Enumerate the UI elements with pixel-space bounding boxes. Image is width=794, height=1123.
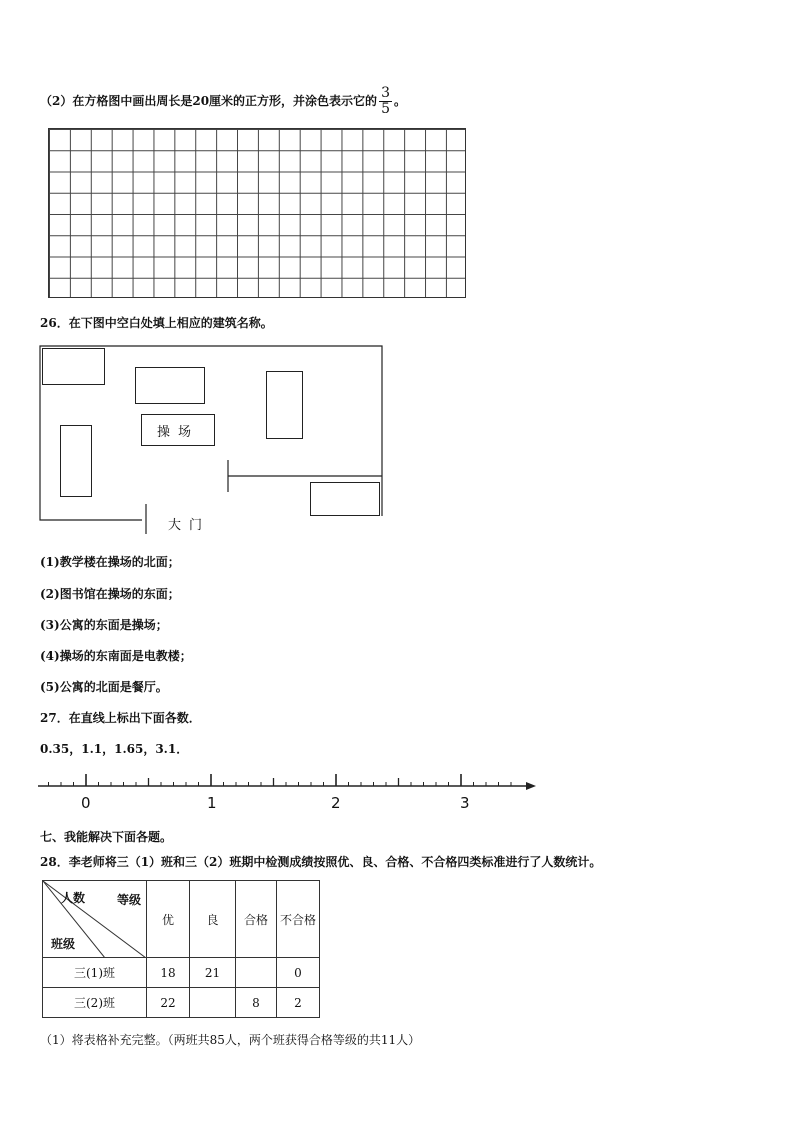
cell-fail: 0 [277, 958, 320, 988]
number-line-label-0: 0 [81, 794, 91, 812]
q26-clue-2: (2)图书馆在操场的东面； [40, 587, 180, 601]
section-7-title: 七、我能解决下面各题。 [40, 830, 173, 844]
cell-pass: 8 [236, 988, 277, 1018]
blank-building-northwest[interactable] [42, 348, 105, 385]
number-line-label-2: 2 [331, 794, 341, 812]
fraction-numerator: 3 [381, 85, 390, 101]
table-row [43, 958, 320, 988]
corner-label-count: 人数 [61, 891, 86, 905]
fraction-three-fifths [379, 86, 392, 117]
header-good: 良 [190, 881, 236, 958]
q26-clue-4: (4)操场的东南面是电教楼； [40, 649, 192, 663]
q26-title: 26．在下图中空白处填上相应的建筑名称。 [40, 316, 273, 330]
cell-excellent: 18 [147, 958, 190, 988]
corner-label-class: 班级 [51, 937, 76, 951]
q28-part1: （1）将表格补充完整。（两班共85人，两个班获得合格等级的共11人） [40, 1033, 421, 1047]
q25-part2-prefix: （2）在方格图中画出周长是20厘米的正方形，并涂色表示它的 [40, 94, 378, 108]
corner-label-grade: 等级 [117, 893, 142, 907]
square-grid[interactable] [48, 128, 466, 298]
q25-part2-line [40, 86, 406, 117]
cell-fail: 2 [277, 988, 320, 1018]
blank-building-north[interactable] [135, 367, 205, 404]
row-class: 三(1)班 [43, 958, 147, 988]
q25-part2-suffix: 。 [393, 94, 406, 108]
blank-building-southeast[interactable] [310, 482, 380, 516]
row-class: 三(2)班 [43, 988, 147, 1018]
q26-clue-1: (1)教学楼在操场的北面； [40, 555, 180, 569]
table-corner-cell [43, 881, 147, 958]
number-line[interactable] [36, 768, 540, 818]
blank-building-east[interactable] [266, 371, 303, 439]
number-line-label-3: 3 [460, 794, 470, 812]
cell-pass-blank[interactable] [236, 958, 277, 988]
gate-label: 大门 [168, 518, 211, 533]
number-line-arrow [526, 782, 536, 790]
q28-title: 28．李老师将三（1）班和三（2）班期中检测成绩按照优、良、合格、不合格四类标准进行了人数统计。 [40, 855, 602, 869]
fraction-denominator: 5 [381, 101, 390, 117]
q26-clue-5: (5)公寓的北面是餐厅。 [40, 680, 168, 694]
campus-map [38, 344, 384, 534]
blank-building-west[interactable] [60, 425, 92, 497]
header-excellent: 优 [147, 881, 190, 958]
q26-clue-3: (3)公寓的东面是操场； [40, 618, 168, 632]
stats-table [42, 880, 320, 1018]
q27-title: 27．在直线上标出下面各数． [40, 711, 201, 725]
q27-numbers: 0.35，1.1，1.65，3.1． [40, 742, 189, 756]
cell-excellent: 22 [147, 988, 190, 1018]
playground-box [141, 414, 215, 446]
table-row [43, 988, 320, 1018]
number-line-label-1: 1 [207, 794, 217, 812]
playground-label: 操场 [156, 424, 199, 440]
cell-good-blank[interactable] [190, 988, 236, 1018]
cell-good: 21 [190, 958, 236, 988]
header-pass: 合格 [236, 881, 277, 958]
header-fail: 不合格 [277, 881, 320, 958]
